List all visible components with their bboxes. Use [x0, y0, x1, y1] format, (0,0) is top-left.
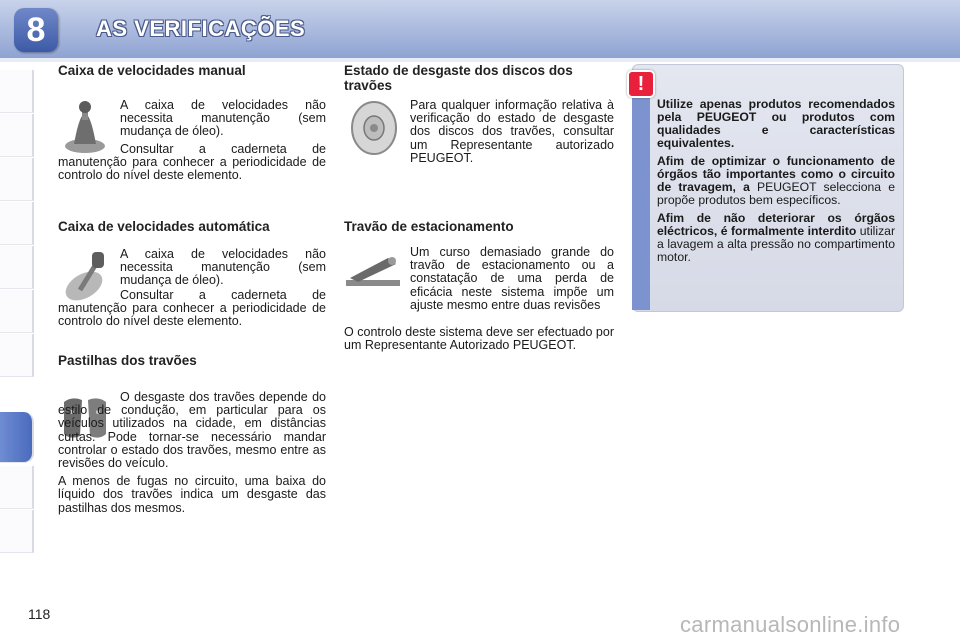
side-tab-5[interactable] — [0, 246, 34, 289]
side-tab-3[interactable] — [0, 158, 34, 201]
side-tab-active[interactable] — [0, 412, 34, 463]
warning-p3-emphasis: interdito — [807, 224, 857, 238]
warning-p1: Utilize apenas produtos recomendados pela PEUGEOT ou produtos com qualidades e características equivalentes. — [657, 97, 895, 150]
section-title-parking-brake: Travão de estacionamento — [344, 219, 514, 234]
chapter-number-badge: 8 — [14, 8, 58, 52]
warning-p2-normal: PEUGEOT selecciona e propõe produtos bem específicos. — [657, 180, 895, 207]
side-tab-10[interactable] — [0, 510, 34, 553]
warning-text — [657, 98, 895, 269]
parking-brake-text — [410, 246, 614, 317]
warning-p3 — [657, 212, 895, 264]
warning-p3-normal: utilizar a lavagem a alta pressão no compartimento motor. — [657, 224, 895, 264]
side-tab-9[interactable] — [0, 466, 34, 509]
brake-pads-p1: O desgaste dos travões depende do estilo de condução, em particular para os veículos utilizados na cidade, em distâncias curtas. Pode tornar-se necessário mandar controlar o estado dos travões, mesmo entre as revisões do veículo. — [58, 390, 326, 471]
section-title-brake-discs: Estado de desgaste dos discos dos travões — [344, 63, 573, 93]
parking-brake-p2: O controlo deste sistema deve ser efectuado por um Representante Autorizado PEUGEOT. — [344, 325, 614, 353]
manual-gearbox-p1: A caixa de velocidades não necessita manutenção (sem mudança de óleo). — [120, 98, 326, 139]
page-title: AS VERIFICAÇÕES — [96, 16, 306, 41]
warning-p3-bold: Afim de não deteriorar os órgãos eléctricos, é formalmente — [657, 211, 895, 238]
brake-pads-body — [58, 391, 326, 520]
automatic-gearbox-text — [120, 248, 326, 293]
parking-brake-p1: Um curso demasiado grande do travão de estacionamento ou a constatação de uma perda de eficácia neste sistema impõe um ajuste mesmo entre duas revisões — [410, 245, 614, 312]
brake-discs-text — [410, 99, 614, 170]
brake-pads-p2: A menos de fugas no circuito, uma baixa do líquido dos travões indica um desgaste das pastilhas dos mesmos. — [58, 474, 326, 515]
page-number: 118 — [28, 606, 51, 622]
parking-brake-text-2 — [344, 326, 614, 357]
section-title-manual-gearbox: Caixa de velocidades manual — [58, 63, 246, 78]
side-tab-1[interactable] — [0, 70, 34, 113]
chapter-side-tabs — [0, 70, 36, 580]
parking-brake-lever-icon — [344, 252, 402, 292]
side-tab-7[interactable] — [0, 334, 34, 377]
automatic-gearbox-text-2 — [58, 289, 326, 334]
header-strip — [0, 58, 960, 62]
section-title-automatic-gearbox: Caixa de velocidades automática — [58, 219, 270, 234]
section-title-brake-pads: Pastilhas dos travões — [58, 353, 197, 368]
manual-gearbox-text — [120, 99, 326, 144]
brake-discs-p1: Para qualquer informação relativa à verificação do estado de desgaste dos discos dos travões, consultar um Representante autorizado PEUGEOT. — [410, 98, 614, 165]
watermark: carmanualsonline.info — [680, 612, 901, 637]
warning-p2-bold: Afim de optimizar o funcionamento de órgãos tão importantes como o circuito de travagem, a — [657, 154, 895, 194]
warning-p2 — [657, 155, 895, 207]
side-tab-4[interactable] — [0, 202, 34, 245]
brake-disc-icon — [348, 100, 400, 156]
warning-side-bar — [632, 84, 650, 310]
warning-exclamation-icon: ! — [627, 70, 655, 98]
manual-gearbox-p2: Consultar a caderneta de manutenção para conhecer a periodicidade de controlo do nível deste elemento. — [58, 142, 326, 183]
automatic-gearbox-p1: A caixa de velocidades não necessita manutenção (sem mudança de óleo). — [120, 247, 326, 288]
side-tab-6[interactable] — [0, 290, 34, 333]
manual-gearbox-text-2 — [58, 143, 326, 188]
automatic-gearbox-p2: Consultar a caderneta de manutenção para conhecer a periodicidade de controlo do nível deste elemento. — [58, 288, 326, 329]
side-tab-2[interactable] — [0, 114, 34, 157]
